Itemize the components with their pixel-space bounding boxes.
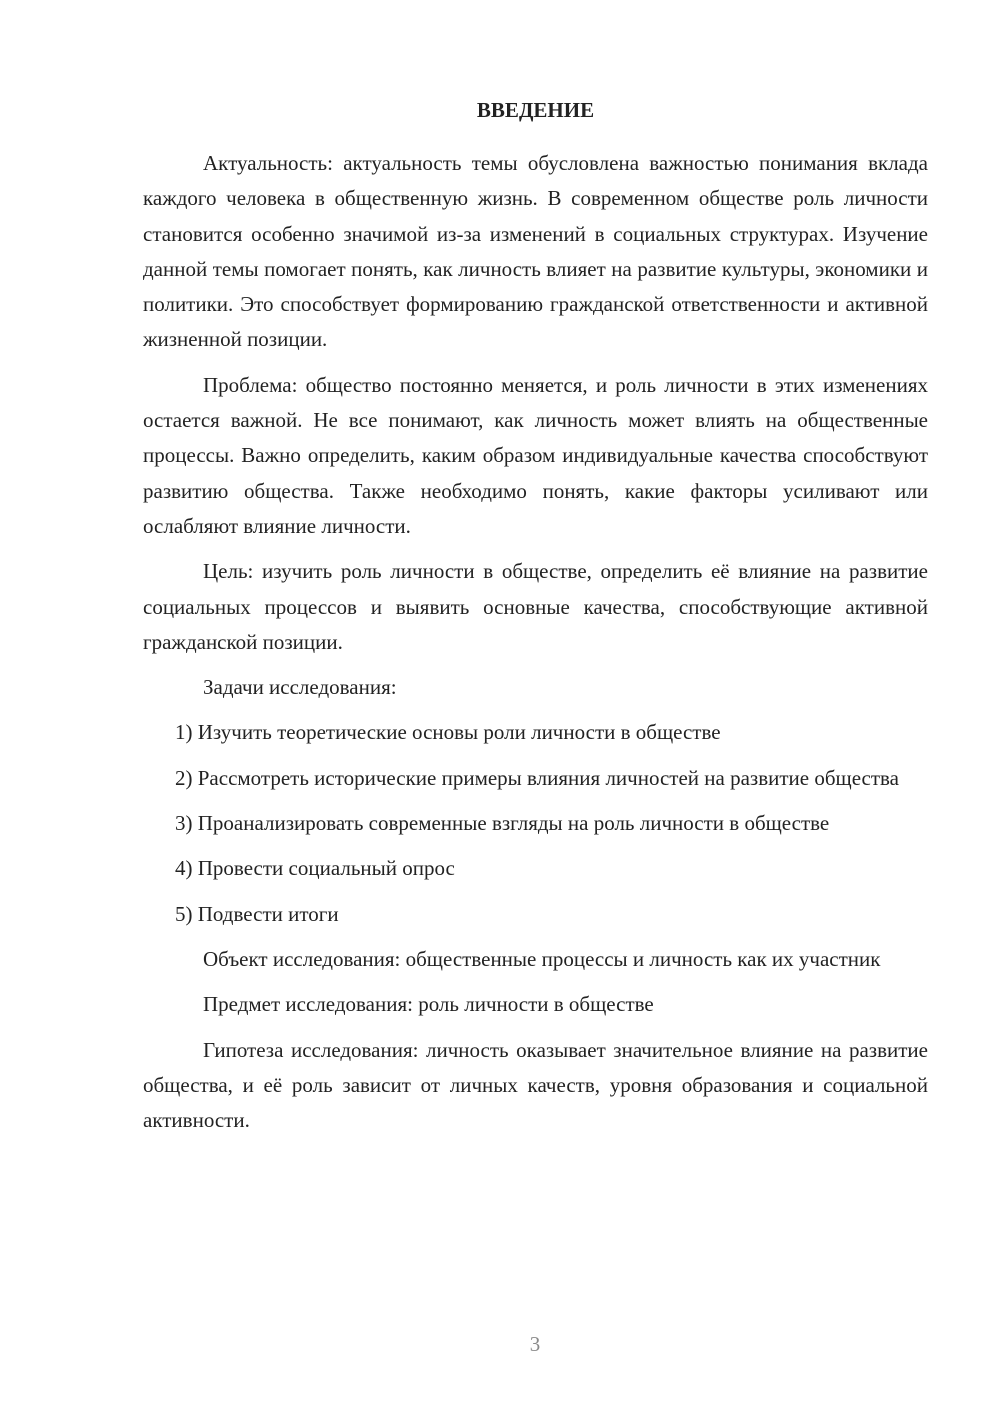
section-title: ВВЕДЕНИЕ [476, 98, 595, 122]
paragraph-object: Объект исследования: общественные процессы и личность как их участник [203, 946, 881, 971]
task-item-2: 2) Рассмотреть исторические примеры влияния личностей на развитие общества [175, 765, 900, 790]
paragraph-tasks-heading: Задачи исследования: [203, 675, 397, 700]
paragraph-hypothesis: Гипотеза исследования: личность оказывает значительное влияние на развитие общества, и её роль зависит от личных качеств, уровня образования и социальной активности. [143, 1037, 928, 1133]
task-item-1: 1) Изучить теоретические основы роли личности в обществе [175, 720, 721, 745]
paragraph-goal: Цель: изучить роль личности в обществе, определить её влияние на развитие социальных процессов и выявить основные качества, способствующие активной гражданской позиции. [143, 559, 928, 654]
task-item-5: 5) Подвести итоги [175, 901, 339, 926]
task-item-3: 3) Проанализировать современные взгляды на роль личности в обществе [175, 811, 830, 836]
document-page [143, 92, 928, 1148]
paragraph-problem: Проблема: общество постоянно меняется, и роль личности в этих изменениях остается важной. Не все понимают, как личность может влиять на общественные процессы. Важно определить, каким образом индивидуальные качества способствуют развитию общества. Также необходимо понять, какие факторы усиливают или ослабляют влияние личности. [143, 372, 928, 538]
paragraph-subject: Предмет исследования: роль личности в обществе [203, 992, 654, 1017]
page-number: 3 [529, 1332, 541, 1356]
task-item-4: 4) Провести социальный опрос [175, 856, 455, 881]
paragraph-relevance: Актуальность: актуальность темы обусловлена важностью понимания вклада каждого человека в общественную жизнь. В современном обществе роль личности становится особенно значимой из-за изменений в социальных структурах. Изучение данной темы помогает понять, как личность влияет на развитие культуры, экономики и политики. Это способствует формированию гражданской ответственности и активной жизненной позиции. [143, 151, 928, 352]
